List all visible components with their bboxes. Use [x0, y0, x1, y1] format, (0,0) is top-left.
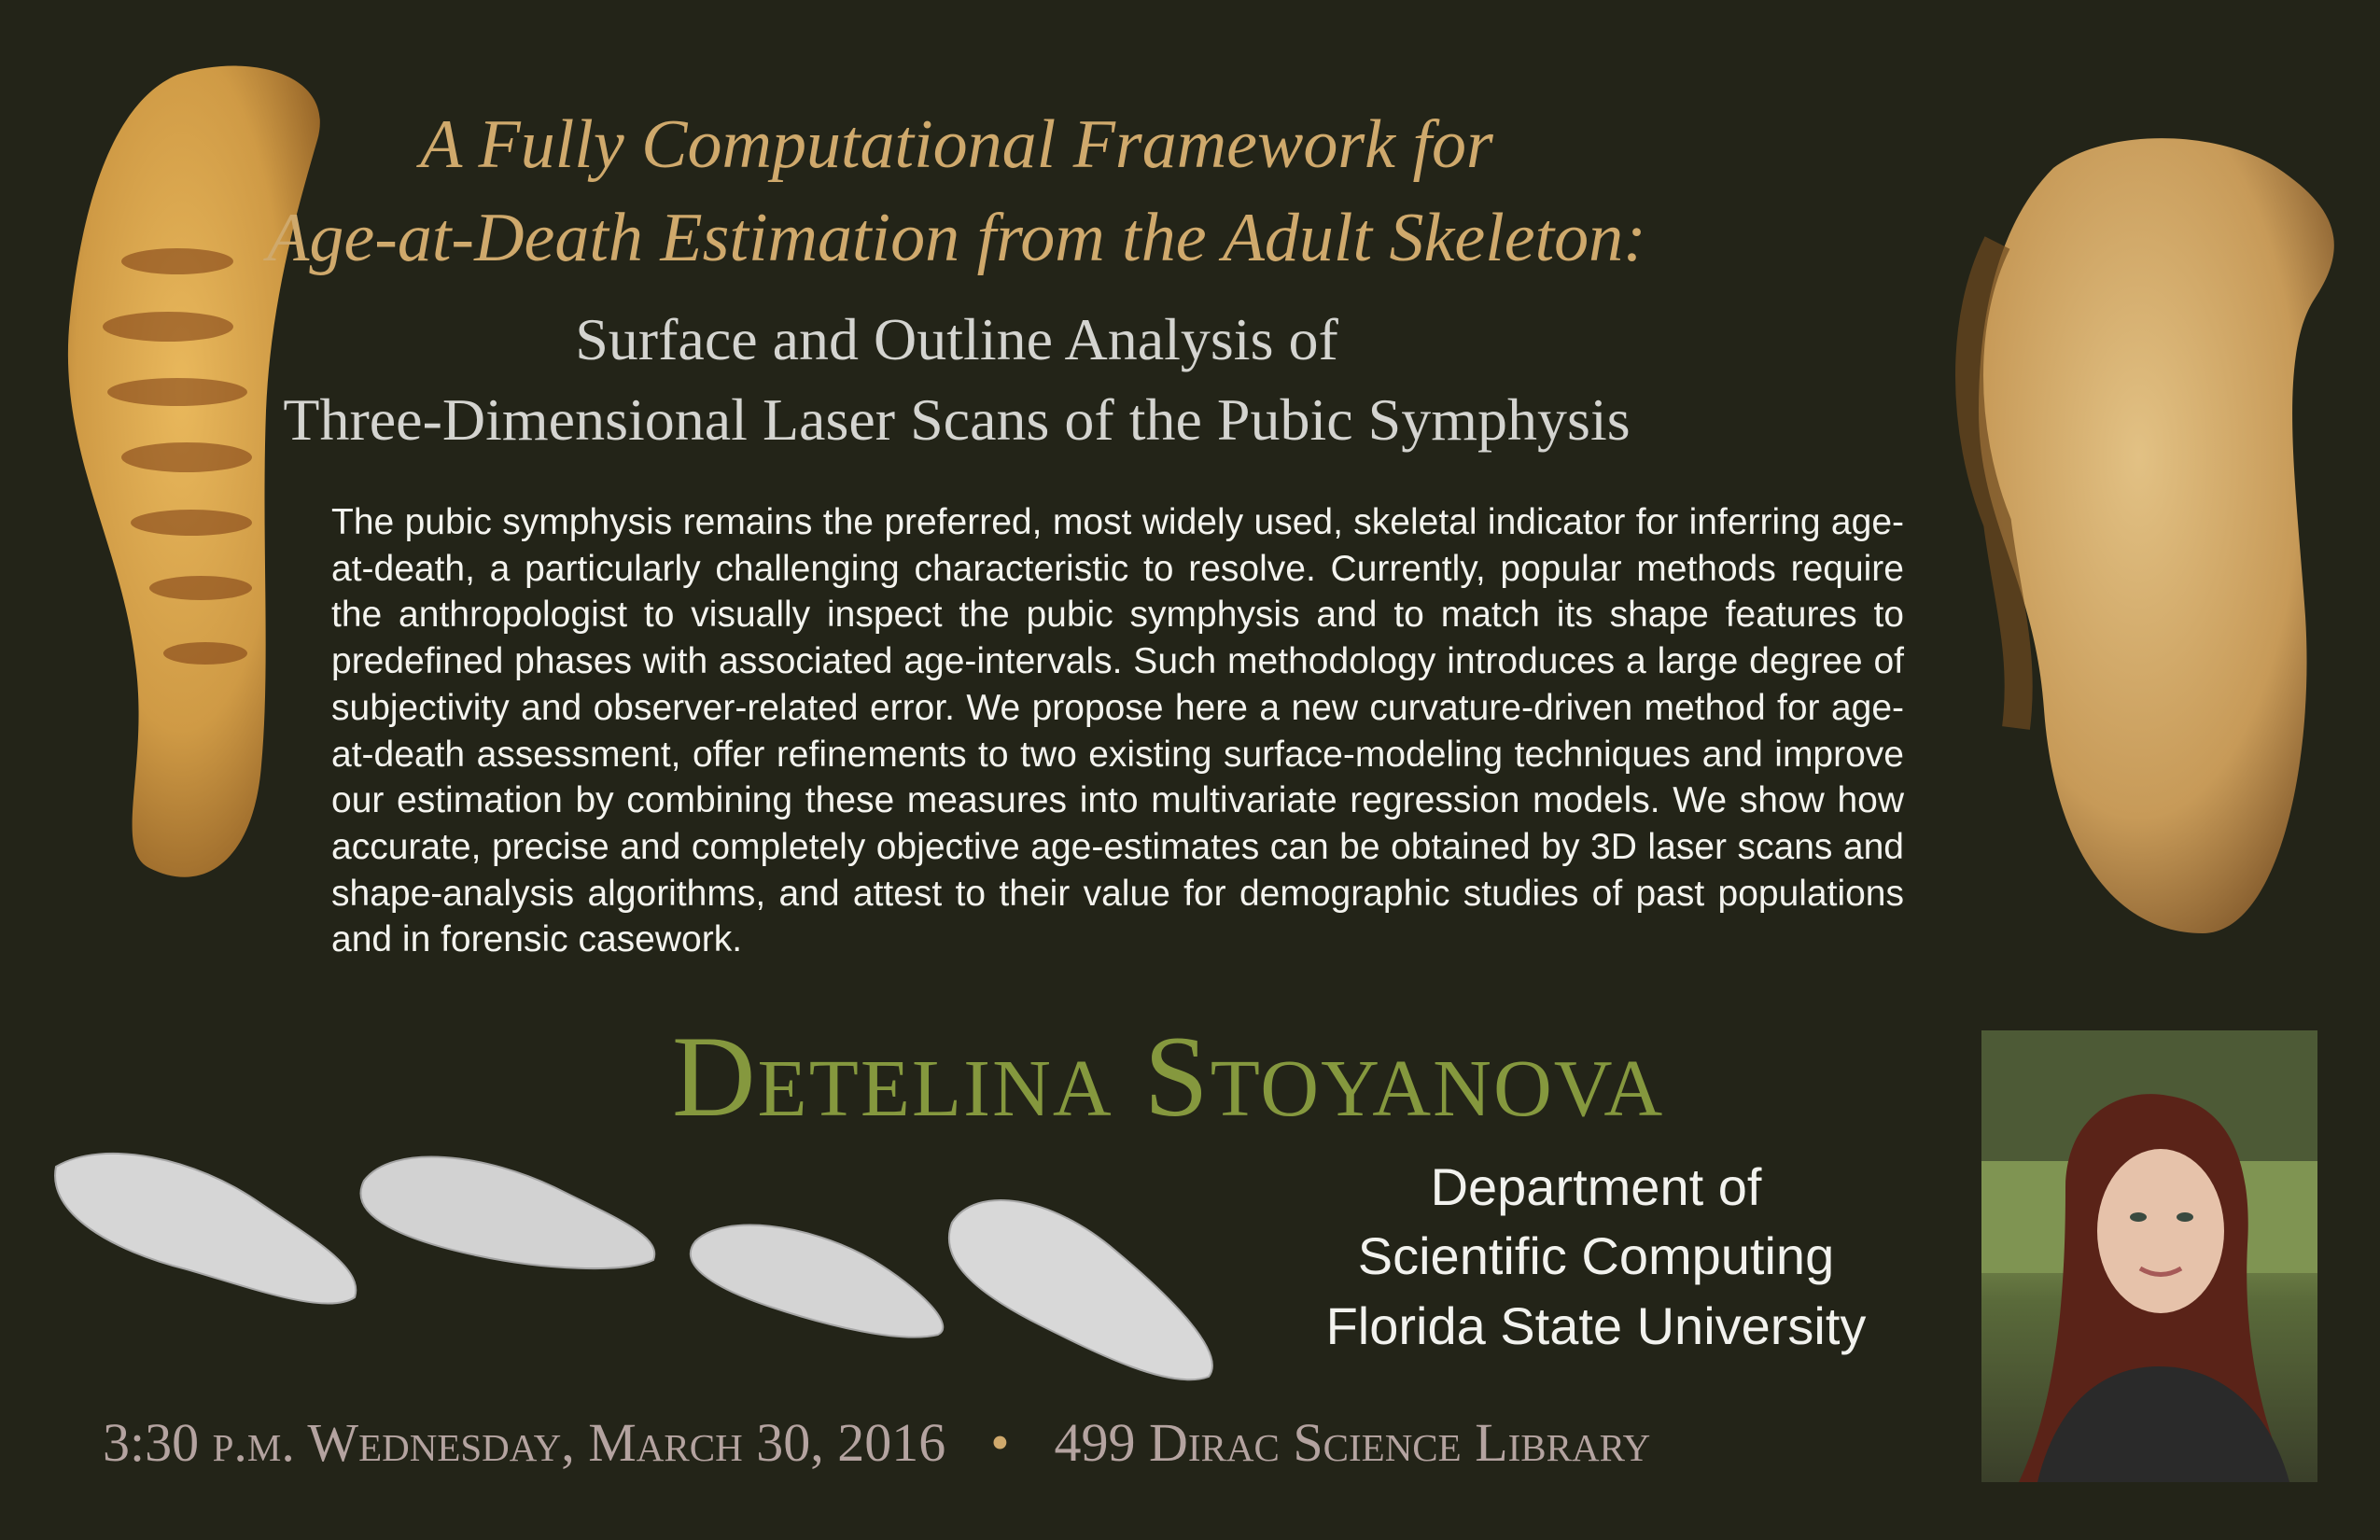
title-line-1: A Fully Computational Framework for: [420, 106, 1493, 183]
separator-bullet: •: [990, 1412, 1010, 1473]
speaker-name: Detelina Stoyanova: [672, 1013, 1665, 1141]
event-details: [103, 1411, 1969, 1474]
abstract-text: The pubic symphysis remains the preferred, most widely used, skeletal indicator for inferring age-at-death, a particularly challenging characteristic to resolve. Currently, popular methods require the anthropologist to visually inspect the pubic symphysis and to match its shape features to predefined phases with associated age-intervals. Such methodology introduces a large degree of subjectivity and observer-related error. We propose here a new curvature-driven method for age-at-death assessment, offer refinements to two existing surface-modeling techniques and improve our estimation by combining these measures into multivariate regression models. We show how accurate, precise and completely objective age-estimates can be obtained by 3D laser scans and shape-analysis algorithms, and attest to their value for demographic studies of past populations and in forensic casework.: [331, 502, 1904, 960]
event-datetime: 3:30 p.m. Wednesday, March 30, 2016: [103, 1412, 946, 1473]
laser-scan-render-4: [938, 1185, 1227, 1386]
speaker-photo: [1981, 1030, 2317, 1482]
subtitle-line-2: Three-Dimensional Laser Scans of the Pubic Symphysis: [283, 386, 1631, 453]
laser-scan-render-2: [355, 1143, 663, 1274]
affiliation-line-1: Department of: [1430, 1157, 1762, 1216]
laser-scan-render-1: [47, 1139, 364, 1316]
affiliation-line-2: Scientific Computing: [1357, 1226, 1835, 1285]
pubic-bone-image-left: [37, 56, 336, 896]
event-location: 499 Dirac Science Library: [1054, 1412, 1651, 1473]
affiliation-line-3: Florida State University: [1325, 1296, 1867, 1355]
pubic-bone-image-right: [1941, 131, 2352, 952]
subtitle-line-1: Surface and Outline Analysis of: [575, 306, 1338, 372]
title-line-2: Age-at-Death Estimation from the Adult Skeleton:: [267, 200, 1646, 276]
laser-scan-render-3: [686, 1204, 957, 1344]
